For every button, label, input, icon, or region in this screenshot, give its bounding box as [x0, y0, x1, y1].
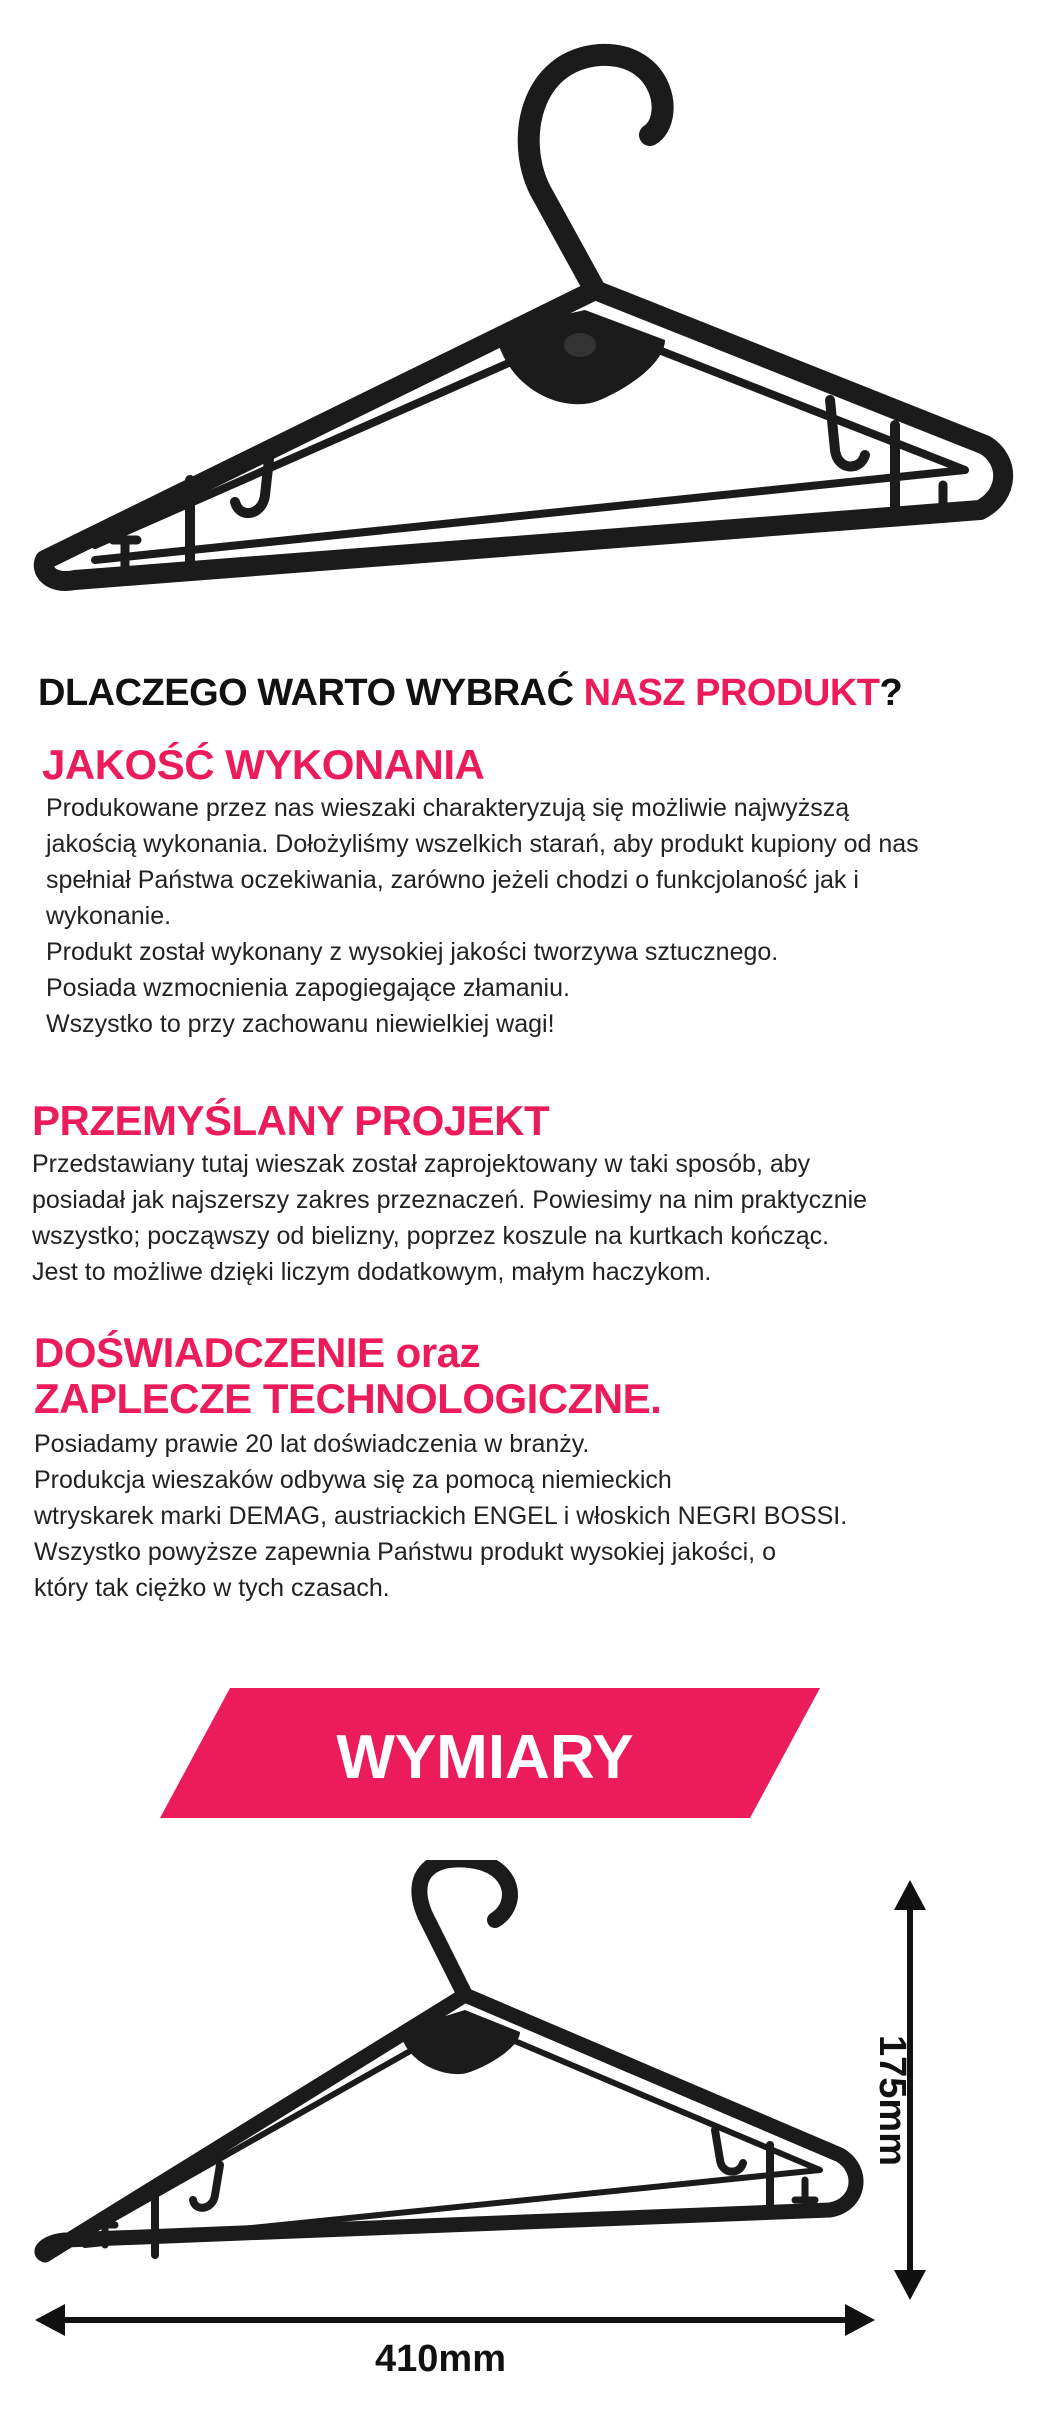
- body-line: wykonanie.: [46, 902, 172, 930]
- banner-label: WYMIARY: [336, 1723, 634, 1792]
- headline-highlight: NASZ PRODUKT: [583, 672, 880, 714]
- body-line: wszystko; począwszy od bielizny, poprzez koszule na kurtkach kończąc.: [32, 1222, 830, 1250]
- section-title-line1: DOŚWIADCZENIE oraz: [34, 1329, 481, 1376]
- body-line: Wszystko powyższe zapewnia Państwu produkt wysokiej jakości, o: [34, 1538, 776, 1566]
- section-title: PRZEMYŚLANY PROJEKT: [32, 1097, 550, 1144]
- body-line: Posiadamy prawie 20 lat doświadczenia w branży.: [34, 1430, 590, 1458]
- section-title: JAKOŚĆ WYKONANIA: [42, 741, 485, 788]
- body-line: Wszystko to przy zachowanu niewielkiej wagi!: [46, 1010, 555, 1038]
- headline: [38, 672, 1018, 715]
- width-label: 410mm: [375, 2338, 506, 2380]
- section-body: [46, 790, 1042, 1042]
- body-line: wtryskarek marki DEMAG, austriackich ENGEL i włoskich NEGRI BOSSI.: [34, 1502, 848, 1530]
- body-line: spełniał Państwa oczekiwania, zarówno jeżeli chodzi o funkcjolaność jak i: [46, 866, 859, 894]
- body-line: jakością wykonania. Dołożyliśmy wszelkich starań, aby produkt kupiony od nas: [46, 830, 919, 858]
- body-line: Produkowane przez nas wieszaki charakteryzują się możliwie najwyższą: [46, 794, 850, 822]
- headline-part2: ?: [879, 672, 903, 714]
- height-label: 175mm: [871, 2035, 913, 2166]
- section-body: [32, 1146, 1032, 1290]
- section-design: [32, 1098, 1032, 1290]
- hanger-dimension-diagram: [25, 1860, 885, 2280]
- body-line: posiadał jak najszerszy zakres przeznaczeń. Powiesimy na nim praktycznie: [32, 1186, 868, 1214]
- body-line: Przedstawiany tutaj wieszak został zaprojektowany w taki sposób, aby: [32, 1150, 811, 1178]
- body-line: Produkcja wieszaków odbywa się za pomocą niemieckich: [34, 1466, 672, 1494]
- body-line: który tak ciężko w tych czasach.: [34, 1574, 390, 1602]
- dimensions-banner: [160, 1688, 820, 1818]
- body-line: Jest to możliwe dzięki liczym dodatkowym, małym haczykom.: [32, 1258, 712, 1286]
- headline-part1: DLACZEGO WARTO WYBRAĆ: [38, 672, 584, 714]
- section-body: [34, 1426, 1034, 1606]
- section-quality: [42, 742, 1042, 1042]
- section-experience: [34, 1330, 1034, 1606]
- body-line: Produkt został wykonany z wysokiej jakości tworzywa sztucznego.: [46, 938, 779, 966]
- section-title-line2: ZAPLECZE TECHNOLOGICZNE.: [34, 1375, 662, 1422]
- hanger-photo: [25, 40, 1025, 600]
- body-line: Posiada wzmocnienia zapogiegające złamaniu.: [46, 974, 570, 1002]
- width-arrow: [35, 2302, 875, 2338]
